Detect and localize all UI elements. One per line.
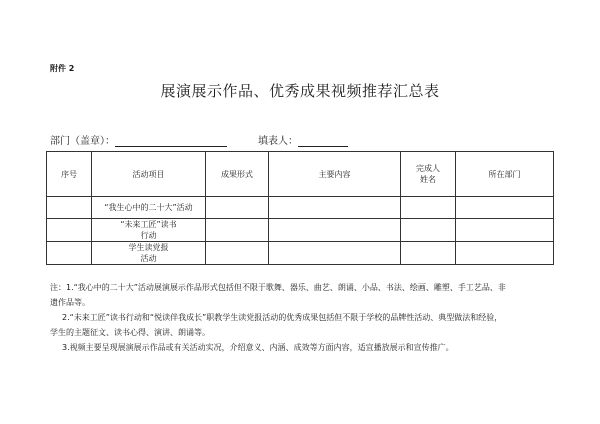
cell-author	[401, 219, 456, 242]
note-3-text: 3.视频主要呈现展演展示作品或有关活动实况，介绍意义、内涵、成效等方面内容，适宜播放展示和宣传推广。	[62, 343, 454, 352]
filler-label: 填表人：	[258, 136, 298, 147]
cell-index	[47, 197, 92, 219]
note-1-line2: 遗作品等。	[50, 298, 90, 307]
cell-author	[401, 197, 456, 219]
activity-line1: “未来工匠”读书	[120, 220, 177, 229]
activity-line2: 活动	[140, 254, 157, 263]
activity-line1: “我生心中的二十大”活动	[104, 203, 193, 212]
note-2	[50, 310, 550, 325]
table-header-row	[47, 152, 554, 197]
header-index: 序号	[47, 152, 92, 197]
header-format: 成果形式	[206, 152, 269, 197]
department-field	[50, 132, 227, 147]
header-activity: 活动项目	[92, 152, 206, 197]
note-2-line2: 学生的主题征文、读书心得、演讲、朗诵等。	[50, 328, 210, 337]
cell-index	[47, 219, 92, 242]
table-row	[47, 219, 554, 242]
cell-content	[269, 219, 401, 242]
table-row	[47, 242, 554, 265]
note-1-line1: 注：1.“我心中的二十大”活动展演展示作品形式包括但不限于歌舞、器乐、曲艺、朗诵、小品、书法、绘画、雕塑、手工艺品、非	[50, 283, 506, 292]
department-blank	[115, 136, 227, 147]
cell-content	[269, 197, 401, 219]
cell-dept	[456, 219, 554, 242]
filler-blank	[298, 136, 348, 147]
page-title: 展演展示作品、优秀成果视频推荐汇总表	[160, 82, 440, 100]
table-row	[47, 197, 554, 219]
cell-index	[47, 242, 92, 265]
activity-line1: 学生读党报	[128, 243, 169, 252]
header-content: 主要内容	[269, 152, 401, 197]
cell-dept	[456, 242, 554, 265]
header-author	[401, 152, 456, 197]
note-1	[50, 280, 550, 310]
header-author-line1: 完成人	[416, 164, 440, 173]
cell-format	[206, 197, 269, 219]
department-label: 部门（盖章）：	[50, 136, 115, 147]
attachment-label: 附件 2	[50, 64, 75, 73]
notes-section	[50, 280, 550, 355]
cell-activity	[92, 219, 206, 242]
cell-activity	[92, 197, 206, 219]
activity-line2: 行动	[140, 231, 157, 240]
cell-author	[401, 242, 456, 265]
cell-activity	[92, 242, 206, 265]
note-2-line1: 2.“未来工匠”读书行动和“悦读伴我成长”职教学生读党报活动的优秀成果包括但不限于学校的品牌性活动、典型做法和经验，	[62, 313, 503, 322]
cell-format	[206, 219, 269, 242]
cell-format	[206, 242, 269, 265]
note-3	[50, 340, 550, 355]
cell-content	[269, 242, 401, 265]
header-author-line2: 姓名	[420, 175, 436, 184]
cell-dept	[456, 197, 554, 219]
filler-field	[258, 132, 348, 147]
recommendation-table	[46, 151, 554, 265]
note-2-cont	[50, 325, 550, 340]
header-dept: 所在部门	[456, 152, 554, 197]
